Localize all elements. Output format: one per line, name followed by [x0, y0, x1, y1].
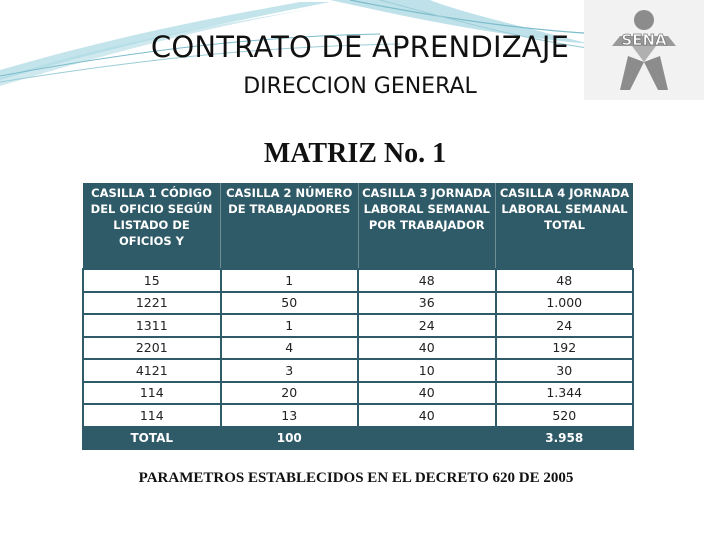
column-header: CASILLA 3 JORNADA LABORAL SEMANAL POR TRABAJADOR — [358, 183, 496, 269]
table-row — [83, 269, 633, 292]
table-cell: 40 — [358, 382, 496, 405]
total-workers: 100 — [221, 427, 359, 450]
table-row — [83, 314, 633, 337]
column-header: CASILLA 4 JORNADA LABORAL SEMANAL TOTAL — [496, 183, 634, 269]
logo-text: SENA — [621, 31, 667, 49]
total-label: TOTAL — [83, 427, 221, 450]
table-cell: 1.344 — [496, 382, 634, 405]
table-cell: 50 — [221, 292, 359, 315]
table-row — [83, 337, 633, 360]
table-cell: 24 — [358, 314, 496, 337]
table-cell: 48 — [358, 269, 496, 292]
table-cell: 1 — [221, 314, 359, 337]
table-row — [83, 359, 633, 382]
table-cell: 520 — [496, 404, 634, 427]
table-row — [83, 382, 633, 405]
table-cell: 20 — [221, 382, 359, 405]
table-cell: 3 — [221, 359, 359, 382]
footer-note: PARAMETROS ESTABLECIDOS EN EL DECRETO 620 DE 2005 — [138, 470, 574, 486]
table-cell: 30 — [496, 359, 634, 382]
table-cell: 1 — [221, 269, 359, 292]
page-title: CONTRATO DE APRENDIZAJE — [150, 30, 570, 64]
table-cell: 1221 — [83, 292, 221, 315]
table-cell: 36 — [358, 292, 496, 315]
table-cell: 15 — [83, 269, 221, 292]
table-row — [83, 404, 633, 427]
matrix-title: MATRIZ No. 1 — [263, 138, 447, 169]
table-cell: 192 — [496, 337, 634, 360]
table-cell: 114 — [83, 382, 221, 405]
table-cell: 2201 — [83, 337, 221, 360]
column-header: CASILLA 1 CÓDIGO DEL OFICIO SEGÚN LISTADO DE OFICIOS Y — [83, 183, 221, 269]
total-hours: 3.958 — [496, 427, 634, 450]
sena-logo — [584, 0, 704, 100]
table-cell: 13 — [221, 404, 359, 427]
table-cell: 1.000 — [496, 292, 634, 315]
table-cell: 24 — [496, 314, 634, 337]
table-cell: 1311 — [83, 314, 221, 337]
table-header-row — [83, 183, 633, 269]
table-cell: 4121 — [83, 359, 221, 382]
table-cell: 40 — [358, 404, 496, 427]
table-total-row — [83, 427, 633, 450]
matrix-table — [82, 183, 634, 450]
page-subtitle: DIRECCION GENERAL — [243, 74, 477, 99]
table-cell: 48 — [496, 269, 634, 292]
table-cell: 10 — [358, 359, 496, 382]
table-row — [83, 292, 633, 315]
table-cell: 40 — [358, 337, 496, 360]
total-empty-cell — [358, 427, 496, 450]
column-header: CASILLA 2 NÚMERO DE TRABAJADORES — [221, 183, 359, 269]
table-cell: 4 — [221, 337, 359, 360]
table-cell: 114 — [83, 404, 221, 427]
